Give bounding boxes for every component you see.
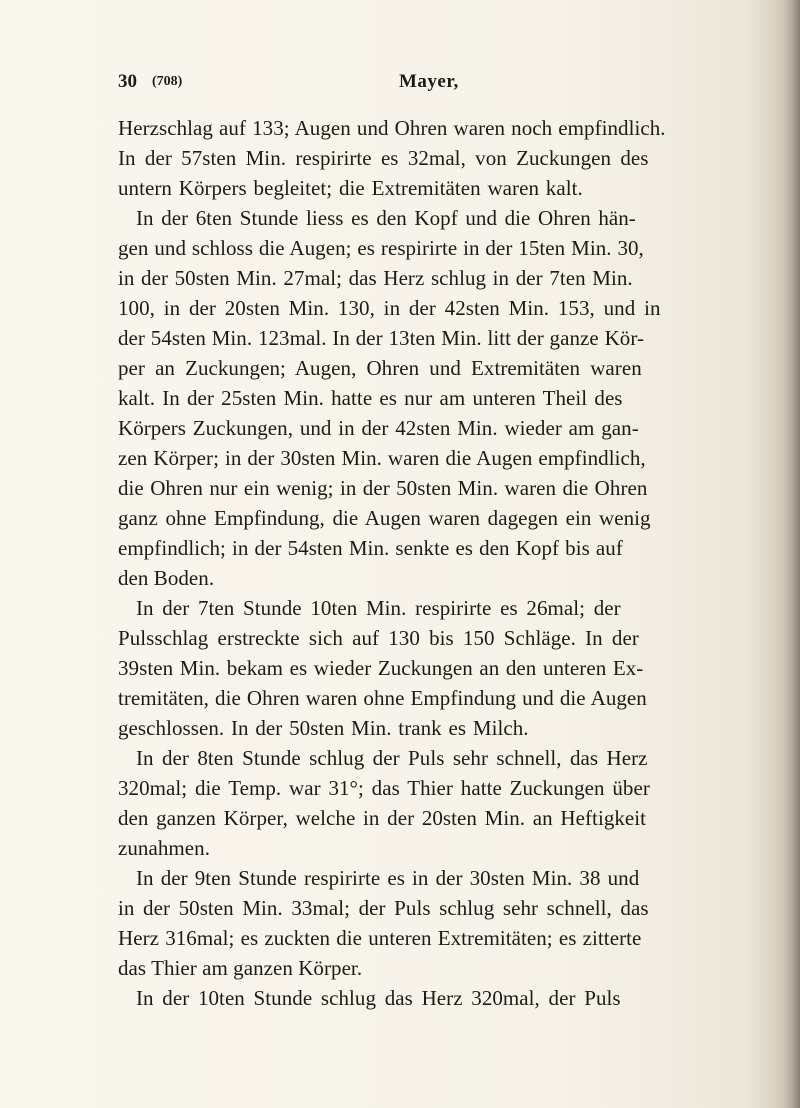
- text-line: per an Zuckungen; Augen, Ohren und Extremitäten waren: [118, 356, 642, 380]
- text-line: Pulsschlag erstreckte sich auf 130 bis 150 Schläge. In der: [118, 626, 639, 650]
- text-line: In der 7ten Stunde 10ten Min. respirirte es 26mal; der: [136, 596, 621, 620]
- text-line: ganz ohne Empfindung, die Augen waren dagegen ein wenig: [118, 506, 651, 530]
- text-line: Körpers Zuckungen, und in der 42sten Min. wieder am gan-: [118, 416, 639, 440]
- text-line: Herzschlag auf 133; Augen und Ohren waren noch empfindlich.: [118, 116, 666, 140]
- text-line: 100, in der 20sten Min. 130, in der 42sten Min. 153, und in: [118, 296, 661, 320]
- text-line: tremitäten, die Ohren waren ohne Empfindung und die Augen: [118, 686, 647, 710]
- text-line: 39sten Min. bekam es wieder Zuckungen an den unteren Ex-: [118, 656, 644, 680]
- alternate-page-number: (708): [152, 74, 183, 89]
- text-line: kalt. In der 25sten Min. hatte es nur am unteren Theil des: [118, 386, 623, 410]
- text-line: das Thier am ganzen Körper.: [118, 956, 363, 980]
- page-header: [118, 68, 678, 96]
- text-line: in der 50sten Min. 33mal; der Puls schlug sehr schnell, das: [118, 896, 649, 920]
- text-line: In der 6ten Stunde liess es den Kopf und die Ohren hän-: [136, 206, 636, 230]
- page-number: 30: [118, 71, 137, 92]
- body-text: [118, 113, 800, 1013]
- text-line: Herz 316mal; es zuckten die unteren Extremitäten; es zitterte: [118, 926, 642, 950]
- text-line: 320mal; die Temp. war 31°; das Thier hatte Zuckungen über: [118, 776, 650, 800]
- text-line: zen Körper; in der 30sten Min. waren die Augen empfindlich,: [118, 446, 646, 470]
- text-line: In der 57sten Min. respirirte es 32mal, von Zuckungen des: [118, 146, 649, 170]
- text-line: gen und schloss die Augen; es respirirte in der 15ten Min. 30,: [118, 236, 644, 260]
- text-line: geschlossen. In der 50sten Min. trank es Milch.: [118, 716, 529, 740]
- running-head: Mayer,: [399, 71, 459, 92]
- text-line: den Boden.: [118, 566, 215, 590]
- text-line: die Ohren nur ein wenig; in der 50sten Min. waren die Ohren: [118, 476, 648, 500]
- text-line: empfindlich; in der 54sten Min. senkte es den Kopf bis auf: [118, 536, 623, 560]
- text-line: In der 8ten Stunde schlug der Puls sehr schnell, das Herz: [136, 746, 648, 770]
- text-line: zunahmen.: [118, 836, 210, 860]
- text-line: untern Körpers begleitet; die Extremitäten waren kalt.: [118, 176, 583, 200]
- text-line: In der 10ten Stunde schlug das Herz 320mal, der Puls: [136, 986, 621, 1010]
- text-line: In der 9ten Stunde respirirte es in der 30sten Min. 38 und: [136, 866, 640, 890]
- text-line: in der 50sten Min. 27mal; das Herz schlug in der 7ten Min.: [118, 266, 633, 290]
- text-line: der 54sten Min. 123mal. In der 13ten Min. litt der ganze Kör-: [118, 326, 645, 350]
- text-line: den ganzen Körper, welche in der 20sten Min. an Heftigkeit: [118, 806, 647, 830]
